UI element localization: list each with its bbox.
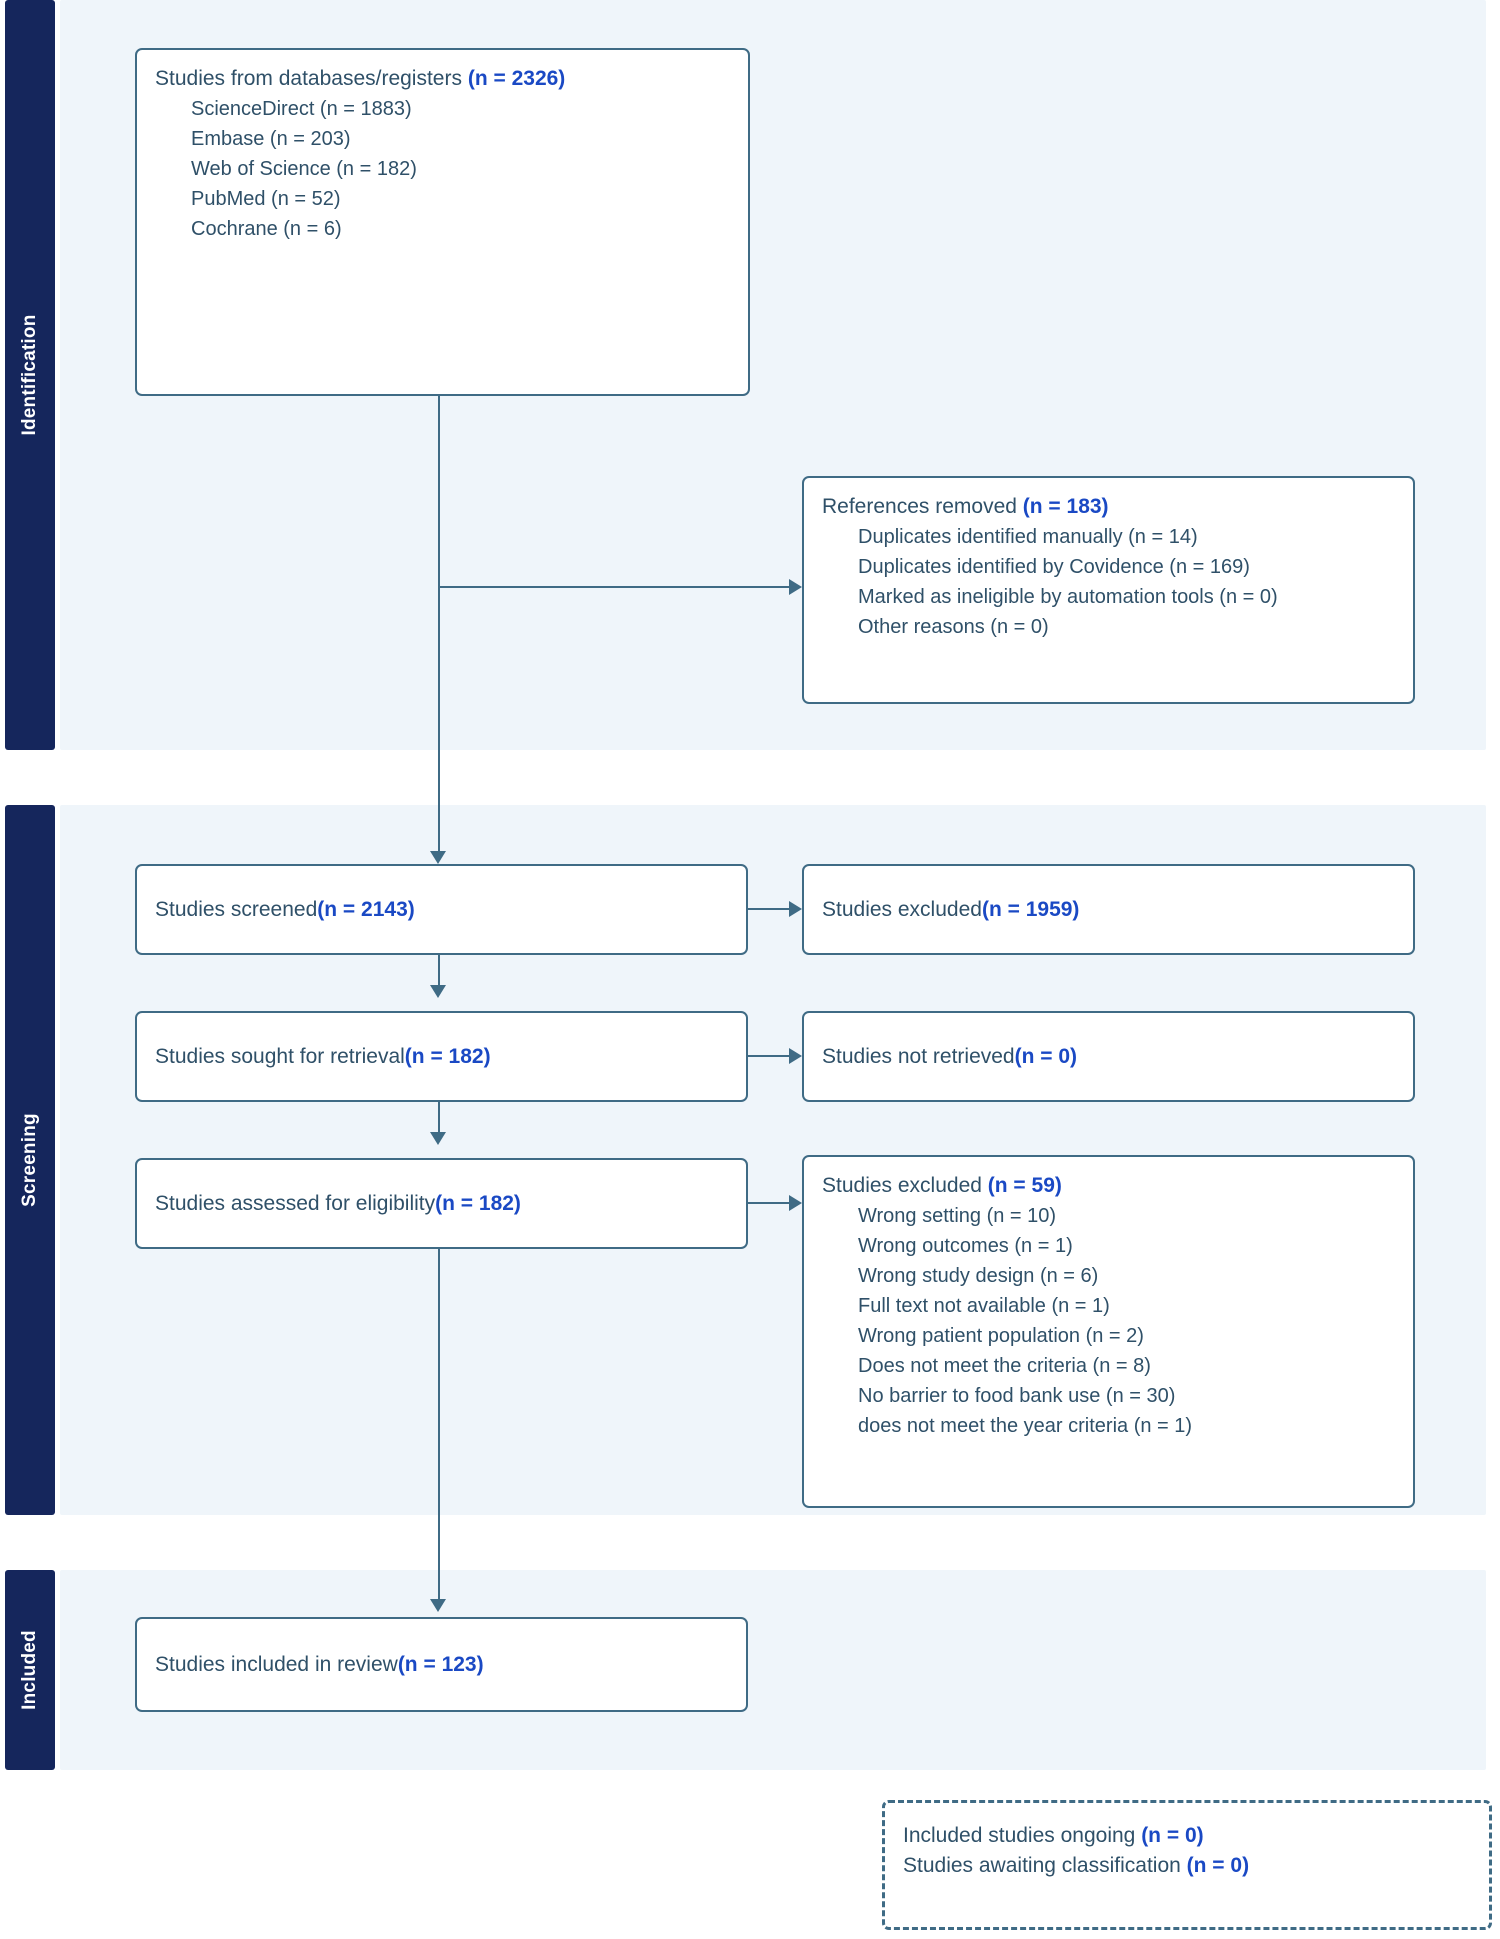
- box-studies-excluded-screened: [802, 864, 1415, 955]
- excluded-screened-count: (n = 1959): [981, 897, 1080, 921]
- arrow-into-not-retrieved: [789, 1048, 802, 1064]
- awaiting-text: Studies awaiting classification: [903, 1854, 1187, 1877]
- box-studies-screened: [135, 864, 748, 955]
- box-studies-screened-title: [155, 880, 728, 939]
- box-excluded-eligibility-title: [822, 1171, 1395, 1201]
- phase-label-screening: [5, 805, 55, 1515]
- connector-databases-to-screened: [438, 396, 440, 856]
- box-studies-not-retrieved-title: [822, 1027, 1395, 1086]
- sought-count: (n = 182): [404, 1044, 491, 1068]
- not-retrieved-count: (n = 0): [1014, 1044, 1078, 1068]
- removed-title-text: References removed: [822, 495, 1023, 518]
- box-eligibility-title: [155, 1174, 728, 1233]
- arrow-into-sought: [430, 985, 446, 998]
- arrow-into-excluded-eligibility: [789, 1195, 802, 1211]
- phase-label-included: [5, 1570, 55, 1770]
- phase-label-screening-text: Screening: [19, 1113, 40, 1207]
- excluded-screened-title-text: Studies excluded: [822, 897, 982, 921]
- included-count: (n = 123): [397, 1652, 484, 1676]
- phase-label-identification: [5, 0, 55, 750]
- excluded-eligibility-item: Full text not available (n = 1): [858, 1295, 1110, 1317]
- not-retrieved-title-text: Studies not retrieved: [822, 1044, 1015, 1068]
- arrow-into-screened: [430, 851, 446, 864]
- included-title-text: Studies included in review: [155, 1652, 398, 1676]
- arrow-into-excluded-screened: [789, 901, 802, 917]
- awaiting-count: (n = 0): [1186, 1854, 1250, 1877]
- box-included-title: [155, 1633, 728, 1696]
- databases-item: ScienceDirect (n = 1883): [191, 98, 412, 120]
- arrow-into-included: [430, 1599, 446, 1612]
- box-studies-sought-for-retrieval: [135, 1011, 748, 1102]
- box-studies-sought-title: [155, 1027, 728, 1086]
- excluded-eligibility-item: Wrong study design (n = 6): [858, 1265, 1099, 1287]
- awaiting-line: [903, 1851, 1471, 1881]
- excluded-eligibility-item: does not meet the year criteria (n = 1): [858, 1415, 1193, 1437]
- phase-label-included-text: Included: [19, 1630, 40, 1710]
- databases-item: PubMed (n = 52): [191, 188, 341, 210]
- removed-item: Duplicates identified manually (n = 14): [858, 526, 1198, 548]
- connector-eligibility-to-included: [438, 1249, 440, 1604]
- box-studies-included-in-review: [135, 1617, 748, 1712]
- phase-label-identification-text: Identification: [19, 314, 40, 436]
- ongoing-count: (n = 0): [1141, 1824, 1204, 1847]
- excluded-eligibility-item: Does not meet the criteria (n = 8): [858, 1355, 1151, 1377]
- box-studies-from-databases-title: [155, 64, 730, 94]
- screened-title-text: Studies screened: [155, 897, 318, 921]
- connector-eligibility-to-excluded: [748, 1202, 791, 1204]
- box-studies-excluded-screened-title: [822, 880, 1395, 939]
- excluded-eligibility-item: Wrong patient population (n = 2): [858, 1325, 1144, 1347]
- box-references-removed: [802, 476, 1415, 704]
- box-studies-not-retrieved: [802, 1011, 1415, 1102]
- box-ongoing-and-awaiting: [882, 1800, 1492, 1930]
- removed-count: (n = 183): [1022, 495, 1109, 518]
- screened-count: (n = 2143): [317, 897, 415, 921]
- ongoing-text: Included studies ongoing: [903, 1824, 1142, 1847]
- removed-item: Other reasons (n = 0): [858, 616, 1049, 638]
- eligibility-count: (n = 182): [435, 1191, 521, 1215]
- eligibility-title-text: Studies assessed for eligibility: [155, 1191, 436, 1215]
- arrow-into-eligibility: [430, 1132, 446, 1145]
- box-studies-from-databases: [135, 48, 750, 396]
- excluded-eligibility-item: Wrong setting (n = 10): [858, 1205, 1057, 1227]
- box-references-removed-title: [822, 492, 1395, 522]
- excluded-eligibility-item: No barrier to food bank use (n = 30): [858, 1385, 1176, 1407]
- connector-sought-to-not-retrieved: [748, 1055, 791, 1057]
- databases-item: Web of Science (n = 182): [191, 158, 417, 180]
- excluded-eligibility-count: (n = 59): [987, 1174, 1062, 1197]
- databases-item: Cochrane (n = 6): [191, 218, 342, 240]
- sought-title-text: Studies sought for retrieval: [155, 1044, 405, 1068]
- connector-to-references-removed: [438, 586, 791, 588]
- removed-item: Marked as ineligible by automation tools (n = 0): [858, 586, 1278, 608]
- excluded-eligibility-title-text: Studies excluded: [822, 1174, 988, 1197]
- box-studies-assessed-for-eligibility: [135, 1158, 748, 1249]
- ongoing-line: [903, 1821, 1471, 1851]
- databases-title-text: Studies from databases/registers: [155, 67, 468, 90]
- excluded-eligibility-item: Wrong outcomes (n = 1): [858, 1235, 1073, 1257]
- connector-screened-to-excluded: [748, 908, 791, 910]
- box-studies-excluded-eligibility: [802, 1155, 1415, 1508]
- databases-count: (n = 2326): [467, 67, 566, 90]
- removed-item: Duplicates identified by Covidence (n = 169): [858, 556, 1250, 578]
- databases-item: Embase (n = 203): [191, 128, 351, 150]
- arrow-into-references-removed: [789, 579, 802, 595]
